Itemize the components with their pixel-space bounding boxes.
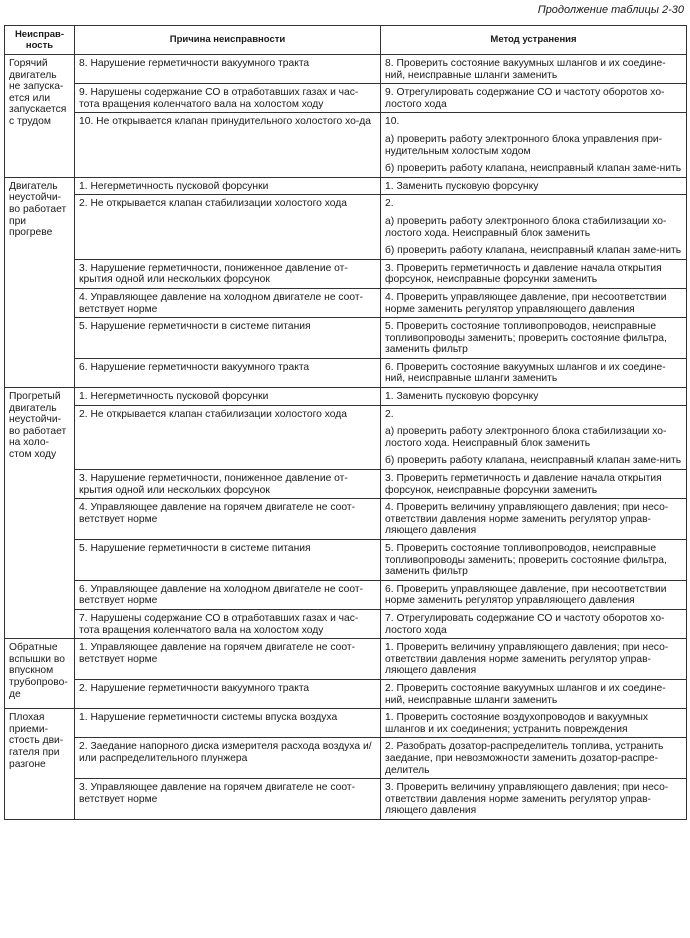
table-row <box>5 113 687 177</box>
remedy-cell <box>381 470 687 499</box>
table-row <box>5 388 687 406</box>
table-body <box>5 55 687 820</box>
remedy-cell <box>381 84 687 113</box>
remedy-line: 9. Отрегулировать содержание СО и частоту оборотов хо-лостого хода <box>385 87 665 110</box>
remedy-cell <box>381 679 687 708</box>
remedy-line: 4. Проверить управляющее давление, при несоответствии норме заменить регулятор управляющего давления <box>385 291 667 315</box>
header-remedy: Метод устранения <box>381 26 687 55</box>
header-problem-l2: ность <box>25 40 54 51</box>
cause-cell: 2. Не открывается клапан стабилизации холостого хода <box>75 195 381 259</box>
remedy-line: 4. Проверить величину управляющего давления; при несо-ответствии давления норме заменить регулятор управ-ляющего давления <box>385 502 669 537</box>
cause-cell: 2. Нарушение герметичности вакуумного тракта <box>75 679 381 708</box>
remedy-line: 1. Заменить пусковую форсунку <box>385 391 539 403</box>
table-row <box>5 259 687 288</box>
cause-cell: 1. Управляющее давление на горячем двигателе не соот-ветствует норме <box>75 639 381 680</box>
remedy-line: 8. Проверить состояние вакуумных шлангов и их соедине-ний, неисправные шланги заменить <box>385 58 666 81</box>
cause-cell: 1. Негерметичность пусковой форсунки <box>75 388 381 406</box>
table-row <box>5 580 687 609</box>
remedy-cell <box>381 779 687 820</box>
remedy-line: б) проверить работу клапана, неисправный клапан заме-нить <box>385 455 682 467</box>
remedy-cell <box>381 709 687 738</box>
cause-cell: 5. Нарушение герметичности в системе питания <box>75 318 381 359</box>
remedy-line: 1. Проверить состояние воздухопроводов и вакуумных шлангов и их соединения; устранить повреждения <box>385 712 649 735</box>
troubleshooting-table <box>4 25 687 820</box>
remedy-cell <box>381 358 687 387</box>
remedy-cell <box>381 639 687 680</box>
remedy-cell <box>381 499 687 540</box>
remedy-line: 3. Проверить герметичность и давление начала открытия форсунок, неисправные форсунки заменить <box>385 473 662 496</box>
cause-cell: 9. Нарушены содержание СО в отработавших газах и час-тота вращения коленчатого вала на холостом ходу <box>75 84 381 113</box>
remedy-line: а) проверить работу электронного блока управления при-нудительным холостым ходом <box>385 133 663 157</box>
header-problem <box>5 26 75 55</box>
header-problem-l1: Неисправ- <box>14 29 65 40</box>
cause-cell: 5. Нарушение герметичности в системе питания <box>75 540 381 581</box>
problem-cell: Прогретый двигатель неустойчи-во работает на холо-стом ходу <box>5 388 75 639</box>
remedy-line: 2. <box>385 408 394 420</box>
remedy-cell <box>381 55 687 84</box>
table-row <box>5 84 687 113</box>
remedy-cell <box>381 540 687 581</box>
remedy-line: 1. Заменить пусковую форсунку <box>385 180 539 192</box>
cause-cell: 3. Нарушение герметичности, пониженное давление от-крытия одной или нескольких форсунок <box>75 470 381 499</box>
cause-cell: 6. Нарушение герметичности вакуумного тракта <box>75 358 381 387</box>
remedy-line: 10. <box>385 116 400 128</box>
table-caption: Продолжение таблицы 2-30 <box>537 4 684 16</box>
table-row <box>5 405 687 469</box>
remedy-line: 5. Проверить состояние топливопроводов, неисправные топливопроводы заменить; проверить состояние фильтра, заменить фильтр <box>385 543 667 578</box>
cause-cell: 10. Не открывается клапан принудительного холостого хо-да <box>75 113 381 177</box>
problem-cell: Плохая приеми-стость дви-гателя при разгоне <box>5 709 75 820</box>
remedy-line: 2. Разобрать дозатор-распределитель топлива, устранить заедание, при невозможности заменить дозатор-распре-делитель <box>385 741 664 776</box>
remedy-line: а) проверить работу электронного блока стабилизации хо-лостого хода. Неисправный блок заменить <box>385 426 667 449</box>
table-row <box>5 779 687 820</box>
cause-cell: 8. Нарушение герметичности вакуумного тракта <box>75 55 381 84</box>
header-cause: Причина неисправности <box>75 26 381 55</box>
table-row <box>5 679 687 708</box>
remedy-line: б) проверить работу клапана, неисправный клапан заме-нить <box>385 245 682 257</box>
remedy-cell <box>381 580 687 609</box>
remedy-line: 5. Проверить состояние топливопроводов, неисправные топливопроводы заменить; проверить состояние фильтра, заменить фильтр <box>385 321 667 356</box>
problem-cell: Двигатель неустойчи-во работает при прогреве <box>5 177 75 387</box>
remedy-line: б) проверить работу клапана, неисправный клапан заме-нить <box>385 163 682 175</box>
table-row <box>5 738 687 779</box>
cause-cell: 4. Управляющее давление на холодном двигателе не соот-ветствует норме <box>75 288 381 317</box>
remedy-line: 2. Проверить состояние вакуумных шлангов и их соедине-ний, неисправные шланги заменить <box>385 682 666 706</box>
table-row <box>5 318 687 359</box>
remedy-cell <box>381 259 687 288</box>
remedy-line: 2. <box>385 198 394 210</box>
cause-cell: 1. Негерметичность пусковой форсунки <box>75 177 381 195</box>
remedy-cell <box>381 318 687 359</box>
cause-cell: 3. Нарушение герметичности, пониженное давление от-крытия одной или нескольких форсунок <box>75 259 381 288</box>
table-row <box>5 55 687 84</box>
cause-cell: 2. Не открывается клапан стабилизации холостого хода <box>75 405 381 469</box>
table-row <box>5 177 687 195</box>
table-row <box>5 470 687 499</box>
table-row <box>5 499 687 540</box>
remedy-cell <box>381 195 687 259</box>
remedy-cell <box>381 177 687 195</box>
remedy-line: 6. Проверить состояние вакуумных шлангов и их соедине-ний, неисправные шланги заменить <box>385 361 666 385</box>
remedy-line: 3. Проверить величину управляющего давления; при несо-ответствии давления норме заменить регулятор управ-ляющего давления <box>385 782 669 817</box>
remedy-line: 7. Отрегулировать содержание СО и частоту оборотов хо-лостого хода <box>385 612 665 636</box>
cause-cell: 6. Управляющее давление на холодном двигателе не соот-ветствует норме <box>75 580 381 609</box>
remedy-cell <box>381 405 687 469</box>
remedy-line: 3. Проверить герметичность и давление начала открытия форсунок, неисправные форсунки заменить <box>385 262 662 286</box>
cause-cell: 3. Управляющее давление на горячем двигателе не соот-ветствует норме <box>75 779 381 820</box>
remedy-line: 1. Проверить величину управляющего давления; при несо-ответствии давления норме заменить регулятор управ-ляющего давления <box>385 642 669 677</box>
table-row <box>5 195 687 259</box>
problem-cell: Обратные вспышки во впускном трубопрово-де <box>5 639 75 709</box>
table-row <box>5 358 687 387</box>
table-row <box>5 540 687 581</box>
cause-cell: 4. Управляющее давление на горячем двигателе не соот-ветствует норме <box>75 499 381 540</box>
remedy-cell <box>381 113 687 177</box>
cause-cell: 7. Нарушены содержание СО в отработавших газах и час-тота вращения коленчатого вала на холостом ходу <box>75 609 381 638</box>
remedy-cell <box>381 738 687 779</box>
table-row <box>5 709 687 738</box>
table-row <box>5 639 687 680</box>
remedy-cell <box>381 288 687 317</box>
cause-cell: 2. Заедание напорного диска измерителя расхода воздуха и/или распределительного плунжера <box>75 738 381 779</box>
table-header <box>5 26 687 55</box>
problem-cell: Горячий двигатель не запуска-ется или запускается с трудом <box>5 55 75 178</box>
cause-cell: 1. Нарушение герметичности системы впуска воздуха <box>75 709 381 738</box>
remedy-cell <box>381 609 687 638</box>
remedy-line: 6. Проверить управляющее давление, при несоответствии норме заменить регулятор управляющего давления <box>385 583 667 607</box>
table-row <box>5 609 687 638</box>
remedy-line: а) проверить работу электронного блока стабилизации хо-лостого хода. Неисправный блок заменить <box>385 215 667 239</box>
remedy-cell <box>381 388 687 406</box>
table-row <box>5 288 687 317</box>
